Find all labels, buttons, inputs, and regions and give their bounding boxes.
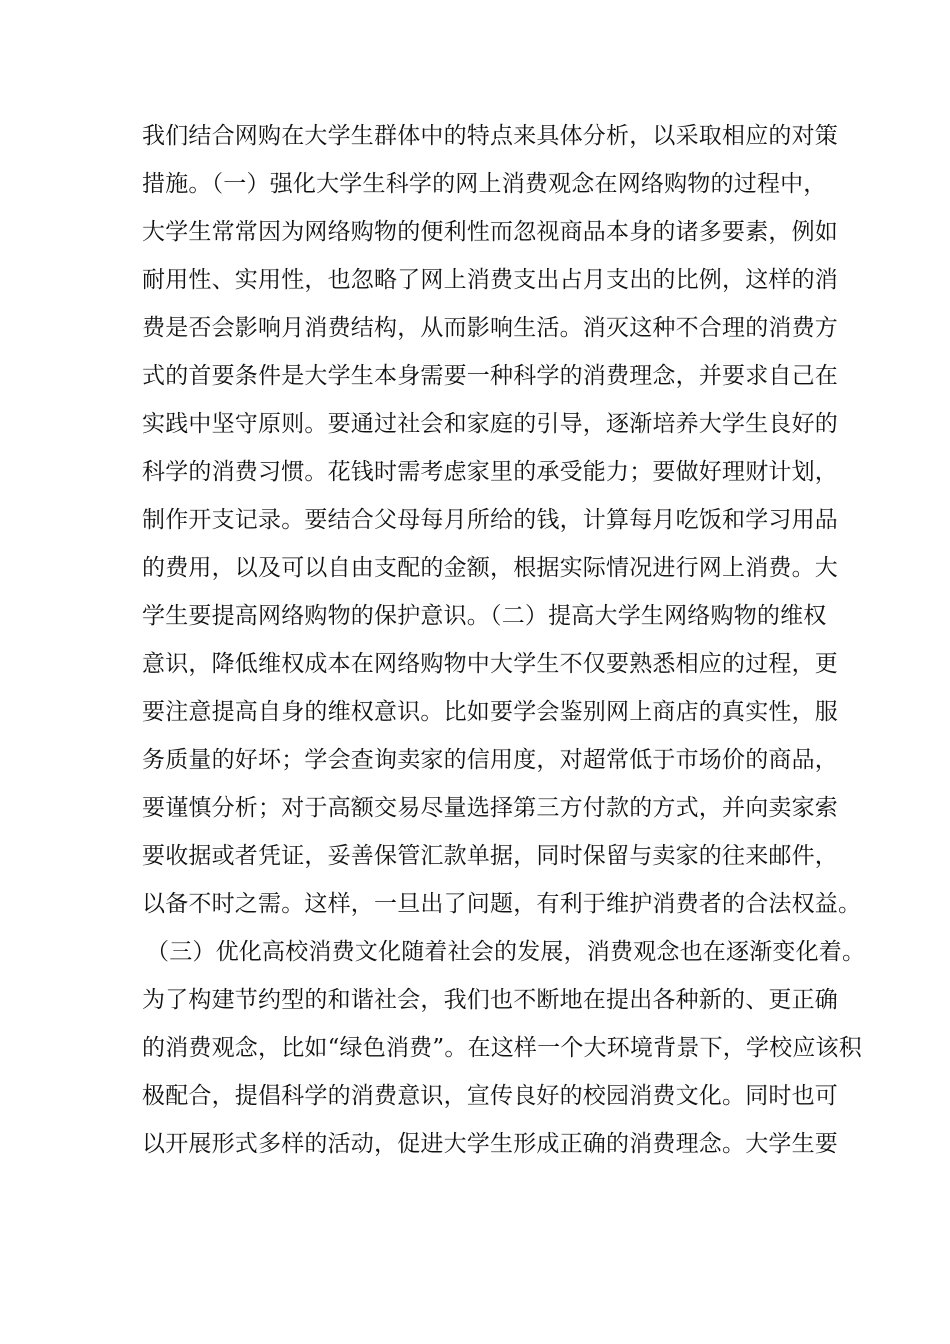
text-line: 的消费观念，比如“绿色消费”。在这样一个大环境背景下，学校应该积 (142, 1035, 862, 1061)
text-line: 极配合，提倡科学的消费意识，宣传良好的校园消费文化。同时也可 (142, 1083, 838, 1109)
text-line: 要谨慎分析；对于高额交易尽量选择第三方付款的方式，并向卖家索 (142, 795, 838, 821)
text-line: 学生要提高网络购物的保护意识。（二）提高大学生网络购物的维权 (142, 603, 827, 629)
text-line: 我们结合网购在大学生群体中的特点来具体分析，以采取相应的对策 (142, 123, 838, 149)
text-line: 措施。（一）强化大学生科学的网上消费观念在网络购物的过程中， (142, 171, 827, 197)
text-line: 要收据或者凭证，妥善保管汇款单据，同时保留与卖家的往来邮件， (142, 843, 838, 869)
text-line: 式的首要条件是大学生本身需要一种科学的消费理念，并要求自己在 (142, 363, 838, 389)
text-line: （三）优化高校消费文化随着社会的发展，消费观念也在逐渐变化着。 (146, 939, 866, 965)
text-line: 科学的消费习惯。花钱时需考虑家里的承受能力；要做好理财计划， (142, 459, 838, 485)
text-line: 务质量的好坏；学会查询卖家的信用度，对超常低于市场价的商品， (142, 747, 838, 773)
text-line: 实践中坚守原则。要通过社会和家庭的引导，逐渐培养大学生良好的 (142, 411, 838, 437)
text-line: 要注意提高自身的维权意识。比如要学会鉴别网上商店的真实性，服 (142, 699, 838, 725)
text-line: 以备不时之需。这样，一旦出了问题，有利于维护消费者的合法权益。 (142, 891, 862, 917)
text-line: 为了构建节约型的和谐社会，我们也不断地在提出各种新的、更正确 (142, 987, 838, 1013)
text-line: 制作开支记录。要结合父母每月所给的钱，计算每月吃饭和学习用品 (142, 507, 838, 533)
text-line: 费是否会影响月消费结构，从而影响生活。消灭这种不合理的消费方 (142, 315, 838, 341)
text-line: 意识，降低维权成本在网络购物中大学生不仅要熟悉相应的过程，更 (142, 651, 838, 677)
text-line: 的费用，以及可以自由支配的金额，根据实际情况进行网上消费。大 (142, 555, 838, 581)
text-line: 以开展形式多样的活动，促进大学生形成正确的消费理念。大学生要 (142, 1131, 838, 1157)
text-line: 耐用性、实用性，也忽略了网上消费支出占月支出的比例，这样的消 (142, 267, 838, 293)
text-line: 大学生常常因为网络购物的便利性而忽视商品本身的诸多要素，例如 (142, 219, 838, 245)
